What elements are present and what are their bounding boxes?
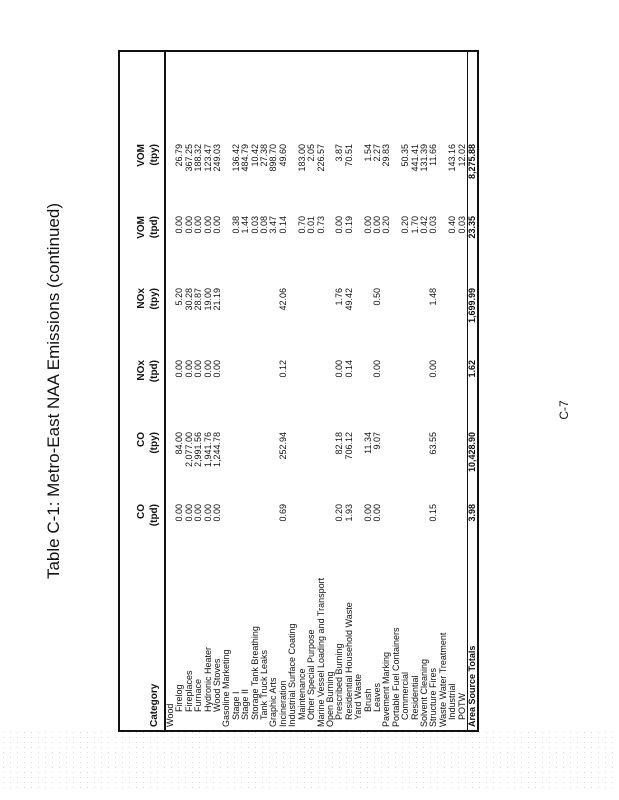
row-vom-tpd: 0.03 bbox=[249, 216, 260, 234]
row-co-tpy: 9.07 bbox=[371, 432, 382, 450]
row-vom-tpd: 0.03 bbox=[456, 216, 467, 234]
row-vom-tpd: 0.00 bbox=[183, 216, 194, 234]
row-vom-tpy: 441.41 bbox=[409, 144, 420, 172]
row-vom-tpy: 12.02 bbox=[456, 144, 467, 167]
row-vom-tpd: 0.38 bbox=[230, 216, 241, 234]
header-co-tpy: CO (tpy) bbox=[136, 432, 160, 454]
row-nox-tpy bbox=[458, 284, 467, 356]
row-category: Residential Household Waste bbox=[343, 602, 354, 720]
row-vom-tpy: 3.87 bbox=[334, 144, 345, 162]
row-co-tpy: 63.55 bbox=[428, 432, 439, 455]
row-co-tpd bbox=[298, 500, 307, 572]
row-nox-tpy bbox=[411, 284, 420, 356]
row-category: Open Burning bbox=[324, 671, 335, 727]
row-vom-tpy: 10.42 bbox=[249, 144, 260, 167]
header-nox-tpd: NOx (tpd) bbox=[136, 360, 160, 383]
row-co-tpd bbox=[241, 500, 250, 572]
row-category: Fireplaces bbox=[183, 670, 194, 712]
header-vom-tpd: VOM (tpd) bbox=[136, 216, 160, 239]
row-nox-tpd bbox=[298, 356, 307, 428]
row-nox-tpy: 1.48 bbox=[428, 288, 439, 306]
row-co-tpy bbox=[251, 428, 260, 500]
row-nox-tpy bbox=[241, 284, 250, 356]
row-co-tpy bbox=[392, 428, 401, 500]
row-co-tpd bbox=[411, 500, 420, 572]
row-nox-tpd bbox=[382, 356, 391, 428]
row-nox-tpd bbox=[288, 356, 297, 428]
row-nox-tpy bbox=[307, 284, 316, 356]
row-category: Stage II bbox=[240, 688, 251, 720]
row-nox-tpd bbox=[448, 356, 457, 428]
row-vom-tpy: 49.60 bbox=[277, 144, 288, 167]
row-vom-tpy: 484.79 bbox=[240, 144, 251, 172]
row-category: Firelog bbox=[174, 684, 185, 712]
row-category: Portable Fuel Containers bbox=[390, 627, 401, 727]
row-vom-tpd: 0.19 bbox=[343, 216, 354, 234]
row-nox-tpy bbox=[260, 284, 269, 356]
row-co-tpd: 0.20 bbox=[334, 504, 345, 522]
row-category: Brush bbox=[362, 688, 373, 712]
scan-noise bbox=[0, 730, 619, 790]
row-co-tpd bbox=[251, 500, 260, 572]
row-vom-tpd: 0.73 bbox=[315, 216, 326, 234]
row-nox-tpy: 19.00 bbox=[202, 288, 213, 311]
row-vom-tpd: 3.47 bbox=[268, 216, 279, 234]
row-vom-tpd: 0.00 bbox=[334, 216, 345, 234]
row-co-tpd bbox=[260, 500, 269, 572]
row-nox-tpd bbox=[439, 356, 448, 428]
row-nox-tpd: 0.12 bbox=[277, 360, 288, 378]
table-row bbox=[317, 52, 326, 730]
row-co-tpd bbox=[307, 500, 316, 572]
row-nox-tpy bbox=[392, 284, 401, 356]
row-category: Other Special Purpose bbox=[306, 629, 317, 720]
row-vom-tpd: 1.44 bbox=[240, 216, 251, 234]
row-category: Pavement Marking bbox=[381, 651, 392, 727]
row-category: Yard Waste bbox=[353, 673, 364, 720]
row-nox-tpd bbox=[222, 356, 231, 428]
row-category: Gasoline Marketing bbox=[221, 649, 232, 727]
row-co-tpd bbox=[222, 500, 231, 572]
row-nox-tpy bbox=[298, 284, 307, 356]
row-co-tpy: 706.12 bbox=[343, 432, 354, 460]
row-vom-tpd: 0.14 bbox=[277, 216, 288, 234]
row-nox-tpy bbox=[439, 284, 448, 356]
row-category: Wood bbox=[165, 703, 175, 727]
row-vom-tpy: 367.25 bbox=[183, 144, 194, 172]
row-vom-tpy: 123.47 bbox=[202, 144, 213, 172]
row-vom-tpy: 226.57 bbox=[315, 144, 326, 172]
row-nox-tpd bbox=[232, 356, 241, 428]
row-category: Tank Truck Leaks bbox=[259, 649, 270, 720]
row-nox-tpd: 0.00 bbox=[202, 360, 213, 378]
row-co-tpd: 0.15 bbox=[428, 504, 439, 522]
row-nox-tpd: 0.00 bbox=[334, 360, 345, 378]
header-vom-tpy: VOM (tpy) bbox=[136, 144, 160, 167]
row-co-tpy bbox=[401, 428, 410, 500]
row-co-tpd: 0.00 bbox=[212, 504, 223, 522]
row-co-tpy: 1,244.78 bbox=[212, 432, 223, 468]
table-title: Table C-1: Metro-East NAA Emissions (continued) bbox=[44, 202, 63, 580]
header-category: Category bbox=[149, 683, 160, 727]
row-vom-tpd: 0.08 bbox=[259, 216, 270, 234]
row-nox-tpd: 0.00 bbox=[174, 360, 185, 378]
row-co-tpd bbox=[458, 500, 467, 572]
row-category: Solvent Cleaning bbox=[418, 658, 429, 727]
row-vom-tpy: 136.42 bbox=[230, 144, 241, 172]
row-nox-tpy: 0.50 bbox=[371, 288, 382, 306]
row-category: Structure Fires bbox=[428, 667, 439, 727]
row-co-tpd bbox=[382, 500, 391, 572]
row-vom-tpd: 0.20 bbox=[400, 216, 411, 234]
table-row bbox=[429, 52, 438, 730]
totals-vom-tpy: 8,275.88 bbox=[467, 144, 477, 180]
emissions-table bbox=[118, 50, 479, 732]
row-vom-tpy: 27.38 bbox=[259, 144, 270, 167]
table-row bbox=[213, 52, 222, 730]
row-nox-tpd bbox=[458, 356, 467, 428]
row-co-tpd: 0.00 bbox=[174, 504, 185, 522]
header-co-tpd: CO (tpd) bbox=[136, 504, 160, 527]
row-co-tpy bbox=[298, 428, 307, 500]
row-vom-tpy: 11.66 bbox=[428, 144, 439, 166]
row-co-tpy bbox=[411, 428, 420, 500]
row-vom-tpd: 0.00 bbox=[202, 216, 213, 234]
row-vom-tpy: 131.39 bbox=[418, 144, 429, 172]
row-category: Incineration bbox=[277, 680, 288, 727]
row-nox-tpd bbox=[260, 356, 269, 428]
row-nox-tpy bbox=[251, 284, 260, 356]
row-nox-tpy bbox=[232, 284, 241, 356]
row-category: Industrial Surface Coating bbox=[287, 623, 298, 727]
row-nox-tpy bbox=[288, 284, 297, 356]
row-nox-tpd bbox=[317, 356, 326, 428]
row-co-tpy bbox=[260, 428, 269, 500]
row-co-tpd: 0.00 bbox=[183, 504, 194, 522]
row-category: Industrial bbox=[447, 683, 458, 720]
row-vom-tpy: 188.32 bbox=[193, 144, 204, 172]
row-co-tpd: 0.00 bbox=[193, 504, 204, 522]
row-nox-tpy bbox=[222, 284, 231, 356]
row-nox-tpy bbox=[354, 284, 363, 356]
row-co-tpd: 0.00 bbox=[371, 504, 382, 522]
row-co-tpd bbox=[439, 500, 448, 572]
row-vom-tpy: 29.83 bbox=[381, 144, 392, 167]
row-nox-tpy: 49.42 bbox=[343, 288, 354, 311]
row-co-tpy bbox=[232, 428, 241, 500]
row-category: Residential bbox=[409, 675, 420, 720]
totals-nox-tpd: 1.62 bbox=[467, 360, 477, 378]
row-vom-tpy: 26.79 bbox=[174, 144, 185, 167]
row-co-tpd: 0.00 bbox=[362, 504, 373, 522]
row-vom-tpd: 0.00 bbox=[212, 216, 223, 234]
row-nox-tpy bbox=[401, 284, 410, 356]
row-nox-tpy: 21.19 bbox=[212, 288, 223, 311]
row-co-tpd bbox=[448, 500, 457, 572]
row-nox-tpd bbox=[401, 356, 410, 428]
row-co-tpy bbox=[458, 428, 467, 500]
row-nox-tpd bbox=[307, 356, 316, 428]
row-co-tpy: 2,077.00 bbox=[183, 432, 194, 468]
row-nox-tpd bbox=[411, 356, 420, 428]
table-row bbox=[458, 52, 467, 730]
row-category: Commercial bbox=[400, 671, 411, 720]
row-vom-tpy: 2.05 bbox=[306, 144, 317, 162]
row-category: POTW bbox=[456, 693, 467, 720]
row-vom-tpd: 0.70 bbox=[296, 216, 307, 234]
row-nox-tpd bbox=[392, 356, 401, 428]
row-co-tpy: 1,941.76 bbox=[202, 432, 213, 468]
row-nox-tpd bbox=[251, 356, 260, 428]
row-category: Graphic Arts bbox=[268, 677, 279, 727]
row-co-tpd bbox=[288, 500, 297, 572]
row-vom-tpy: 70.51 bbox=[343, 144, 354, 167]
row-co-tpy: 11.34 bbox=[362, 432, 373, 454]
row-vom-tpy: 1.54 bbox=[362, 144, 373, 162]
row-co-tpy: 2,991.56 bbox=[193, 432, 204, 468]
rotated-page-content bbox=[44, 46, 564, 736]
totals-nox-tpy: 1,699.99 bbox=[467, 288, 477, 324]
row-category: Leaves bbox=[371, 682, 382, 712]
totals-row bbox=[467, 52, 477, 730]
row-nox-tpy bbox=[448, 284, 457, 356]
row-nox-tpd: 0.00 bbox=[183, 360, 194, 378]
row-vom-tpd: 0.20 bbox=[381, 216, 392, 234]
row-nox-tpd: 0.00 bbox=[193, 360, 204, 378]
row-co-tpy bbox=[307, 428, 316, 500]
row-co-tpy: 252.94 bbox=[277, 432, 288, 460]
row-category: Wood Stoves bbox=[212, 658, 223, 712]
row-vom-tpd: 0.00 bbox=[174, 216, 185, 234]
row-co-tpy: 84.00 bbox=[174, 432, 185, 455]
row-co-tpd bbox=[392, 500, 401, 572]
row-category: Stage I bbox=[230, 691, 241, 720]
row-co-tpy bbox=[317, 428, 326, 500]
row-nox-tpy: 5.20 bbox=[174, 288, 185, 306]
row-nox-tpd bbox=[241, 356, 250, 428]
row-nox-tpy: 30.28 bbox=[183, 288, 194, 311]
row-nox-tpy: 42.06 bbox=[277, 288, 288, 311]
totals-label: Area Source Totals bbox=[467, 645, 477, 727]
row-co-tpy bbox=[448, 428, 457, 500]
row-vom-tpy: 898.70 bbox=[268, 144, 279, 172]
row-nox-tpd: 0.14 bbox=[343, 360, 354, 378]
page-number: C-7 bbox=[557, 400, 571, 420]
row-category: Storage Tank Breathing bbox=[249, 626, 260, 720]
row-nox-tpd bbox=[354, 356, 363, 428]
row-vom-tpy: 143.16 bbox=[447, 144, 458, 172]
row-co-tpy bbox=[241, 428, 250, 500]
row-nox-tpy bbox=[382, 284, 391, 356]
row-nox-tpd: 0.00 bbox=[428, 360, 439, 378]
row-co-tpy bbox=[439, 428, 448, 500]
totals-vom-tpd: 23.35 bbox=[467, 216, 477, 239]
row-category: Hydronic Heater bbox=[202, 646, 213, 712]
table-body bbox=[166, 52, 467, 730]
row-co-tpd bbox=[317, 500, 326, 572]
row-co-tpy: 82.18 bbox=[334, 432, 345, 455]
row-vom-tpd: 0.00 bbox=[371, 216, 382, 234]
row-nox-tpy: 1.76 bbox=[334, 288, 345, 306]
row-category: Prescribed Burning bbox=[334, 643, 345, 720]
row-vom-tpd: 0.00 bbox=[362, 216, 373, 234]
totals-co-tpy: 10,428.90 bbox=[467, 432, 477, 473]
row-vom-tpd: 0.01 bbox=[306, 216, 317, 234]
row-nox-tpy bbox=[317, 284, 326, 356]
header-nox-tpy: NOx (tpy) bbox=[136, 288, 160, 310]
row-co-tpd: 0.69 bbox=[277, 504, 288, 522]
row-nox-tpd: 0.00 bbox=[371, 360, 382, 378]
row-vom-tpy: 2.27 bbox=[371, 144, 382, 162]
table-header-row bbox=[120, 52, 166, 730]
row-vom-tpd: 0.03 bbox=[428, 216, 439, 234]
row-co-tpy bbox=[382, 428, 391, 500]
row-nox-tpy: 28.87 bbox=[193, 288, 204, 311]
row-vom-tpy: 50.35 bbox=[400, 144, 411, 167]
row-co-tpd bbox=[401, 500, 410, 572]
row-vom-tpy: 249.03 bbox=[212, 144, 223, 172]
row-vom-tpd: 0.00 bbox=[193, 216, 204, 234]
row-category: Maintenance bbox=[296, 668, 307, 720]
row-co-tpy bbox=[288, 428, 297, 500]
row-category: Waste Water Treatment bbox=[437, 632, 448, 727]
row-co-tpd: 1.93 bbox=[343, 504, 354, 522]
row-vom-tpy: 183.00 bbox=[296, 144, 307, 172]
row-vom-tpd: 0.42 bbox=[418, 216, 429, 234]
totals-co-tpd: 3.98 bbox=[467, 504, 477, 522]
row-nox-tpd: 0.00 bbox=[212, 360, 223, 378]
table-row bbox=[345, 52, 354, 730]
row-vom-tpd: 0.40 bbox=[447, 216, 458, 234]
row-category: Marine Vessel Loading and Transport bbox=[315, 577, 326, 727]
row-category: Furnace bbox=[193, 678, 204, 712]
row-co-tpd bbox=[232, 500, 241, 572]
row-co-tpy bbox=[222, 428, 231, 500]
row-vom-tpd: 1.70 bbox=[409, 216, 420, 234]
row-co-tpd: 0.00 bbox=[202, 504, 213, 522]
